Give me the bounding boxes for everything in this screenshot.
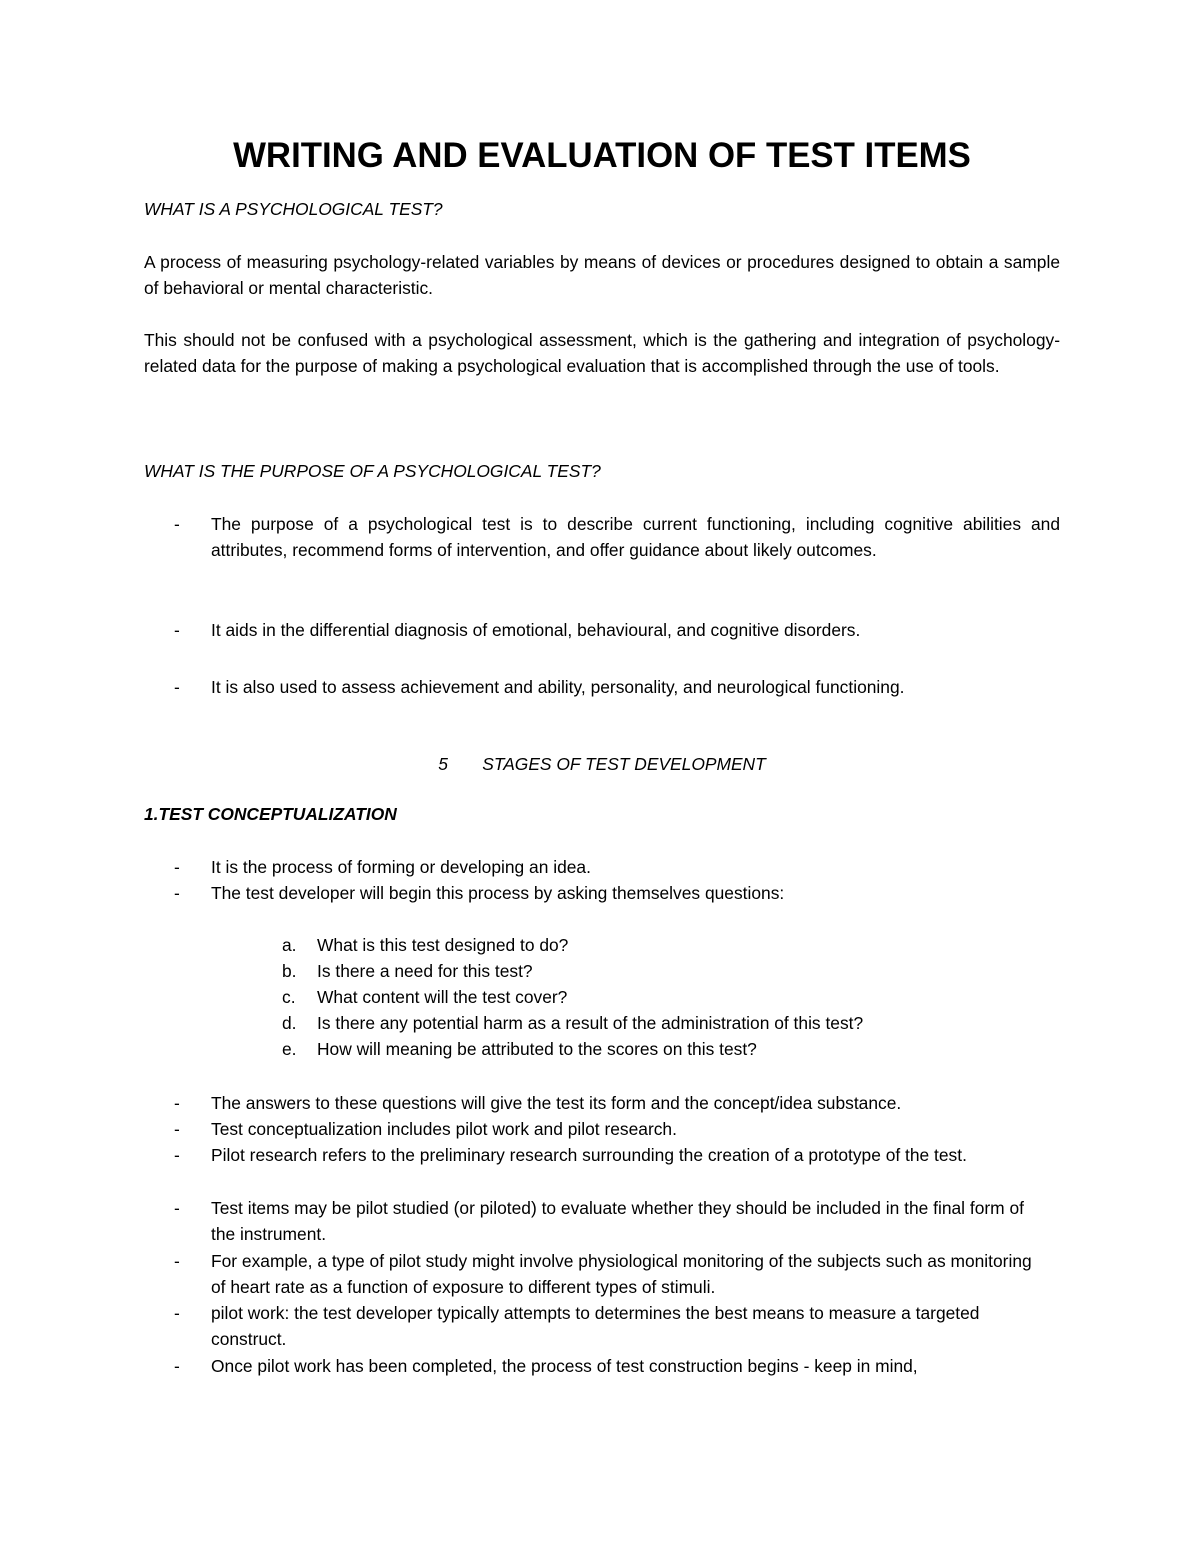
- section-heading-what-is-test: WHAT IS A PSYCHOLOGICAL TEST?: [144, 199, 443, 219]
- stage-1-heading: 1.TEST CONCEPTUALIZATION: [144, 804, 397, 824]
- list-item: [174, 1300, 1060, 1353]
- list-item-text: Test items may be pilot studied (or piloted) to evaluate whether they should be included in the final form of the instrument.: [211, 1198, 1024, 1245]
- stages-heading-text: STAGES OF TEST DEVELOPMENT: [482, 754, 766, 774]
- question-letter: c.: [282, 987, 296, 1007]
- list-item-text: It aids in the differential diagnosis of emotional, behavioural, and cognitive disorders.: [211, 620, 861, 640]
- document-page: [144, 0, 1060, 1553]
- question-text: How will meaning be attributed to the scores on this test?: [317, 1039, 757, 1059]
- bullet-dash: -: [174, 620, 180, 640]
- question-text: What is this test designed to do?: [317, 935, 569, 955]
- list-item: [174, 1090, 1060, 1116]
- list-item: [174, 1142, 1060, 1168]
- question-text: Is there a need for this test?: [317, 961, 533, 981]
- bullet-dash: -: [174, 514, 180, 534]
- bullet-dash: -: [174, 1119, 180, 1139]
- bullet-dash: -: [174, 1303, 180, 1323]
- question-letter: a.: [282, 935, 297, 955]
- list-item: [174, 1248, 1060, 1301]
- list-item-text: Pilot research refers to the preliminary research surrounding the creation of a prototype of the test.: [211, 1145, 967, 1165]
- question-item: [282, 1036, 1062, 1062]
- bullet-dash: -: [174, 1198, 180, 1218]
- list-item-text: Once pilot work has been completed, the process of test construction begins - keep in mind,: [211, 1356, 918, 1376]
- bullet-dash: -: [174, 857, 180, 877]
- list-item-text: The test developer will begin this process by asking themselves questions:: [211, 883, 785, 903]
- bullet-dash: -: [174, 1356, 180, 1376]
- bullet-dash: -: [174, 883, 180, 903]
- list-item: [174, 880, 1060, 906]
- list-item: [174, 1116, 1060, 1142]
- question-text: What content will the test cover?: [317, 987, 568, 1007]
- list-item-text: It is the process of forming or developing an idea.: [211, 857, 591, 877]
- list-item-text: Test conceptualization includes pilot work and pilot research.: [211, 1119, 677, 1139]
- document-title: WRITING AND EVALUATION OF TEST ITEMS: [233, 136, 971, 175]
- list-item: [174, 854, 1060, 880]
- question-item: [282, 984, 1062, 1010]
- section-heading-purpose: WHAT IS THE PURPOSE OF A PSYCHOLOGICAL TEST?: [144, 461, 601, 481]
- bullet-dash: -: [174, 677, 180, 697]
- list-item: [174, 617, 1060, 643]
- bullet-dash: -: [174, 1251, 180, 1271]
- list-item-text: It is also used to assess achievement and ability, personality, and neurological functioning.: [211, 677, 905, 697]
- bullet-dash: -: [174, 1093, 180, 1113]
- bullet-dash: -: [174, 1145, 180, 1165]
- list-item-text: For example, a type of pilot study might involve physiological monitoring of the subjects such as monitoring of heart rate as a function of exposure to different types of stimuli.: [211, 1251, 1032, 1298]
- paragraph-assessment-distinction: This should not be confused with a psychological assessment, which is the gathering and integration of psychology- related data for the purpose of making a psychological evaluation that is accomplished through the use of tools.: [144, 330, 1060, 377]
- list-item: [174, 1195, 1060, 1248]
- question-text: Is there any potential harm as a result of the administration of this test?: [317, 1013, 864, 1033]
- stages-count: 5: [438, 754, 448, 774]
- question-letter: d.: [282, 1013, 297, 1033]
- question-letter: b.: [282, 961, 297, 981]
- list-item-text: The purpose of a psychological test is to describe current functioning, including cognitive abilities and attributes, recommend forms of intervention, and offer guidance about likely outcomes.: [211, 514, 1060, 561]
- stages-heading: [144, 751, 1060, 777]
- list-item-text: The answers to these questions will give the test its form and the concept/idea substance.: [211, 1093, 902, 1113]
- question-item: [282, 1010, 1062, 1036]
- question-item: [282, 932, 1062, 958]
- list-item-text: pilot work: the test developer typically attempts to determines the best means to measure a targeted construct.: [211, 1303, 980, 1350]
- list-item: [174, 511, 1060, 564]
- paragraph-definition: A process of measuring psychology-related variables by means of devices or procedures designed to obtain a sample of behavioral or mental characteristic.: [144, 252, 1060, 299]
- question-letter: e.: [282, 1039, 297, 1059]
- question-item: [282, 958, 1062, 984]
- list-item: [174, 674, 1060, 700]
- list-item: [174, 1353, 1060, 1379]
